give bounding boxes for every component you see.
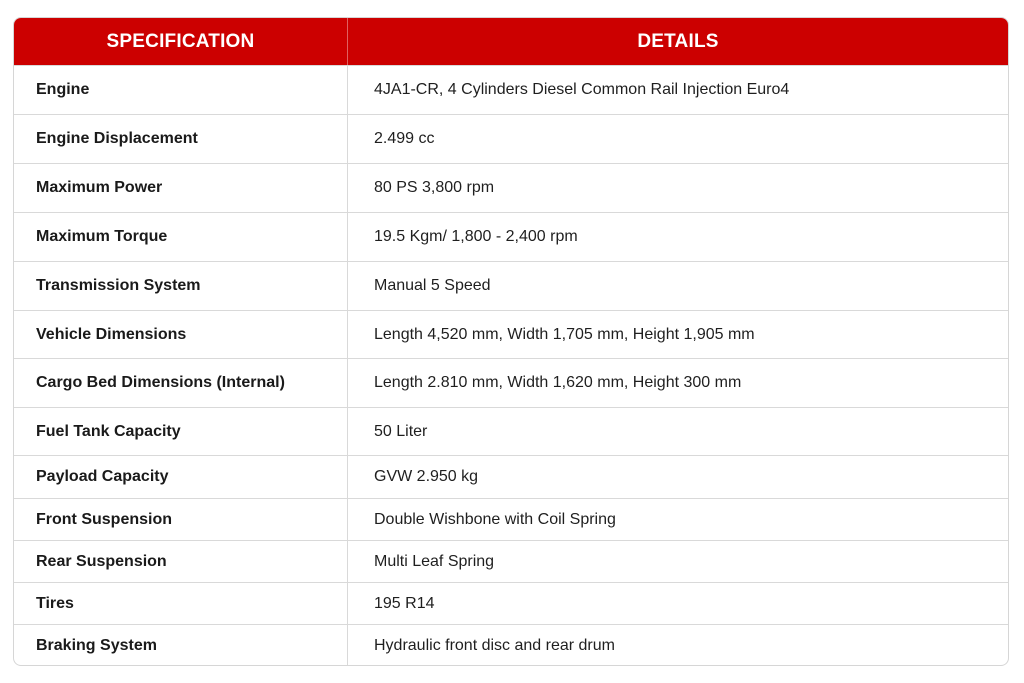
row-label: Cargo Bed Dimensions (Internal) <box>14 359 348 407</box>
header-details: DETAILS <box>637 30 719 52</box>
table-row <box>14 498 1008 540</box>
row-value: Double Wishbone with Coil Spring <box>374 510 616 528</box>
header-specification: SPECIFICATION <box>14 18 348 65</box>
row-label: Rear Suspension <box>14 541 348 582</box>
row-value: Length 2.810 mm, Width 1,620 mm, Height 300 mm <box>374 374 742 391</box>
table-row <box>14 407 1008 455</box>
table-row <box>14 310 1008 358</box>
table-row <box>14 114 1008 163</box>
row-label: Payload Capacity <box>14 456 348 498</box>
table-row <box>14 624 1008 666</box>
table-header <box>14 18 1008 65</box>
spec-table <box>13 17 1009 666</box>
row-label: Vehicle Dimensions <box>14 311 348 358</box>
table-row <box>14 540 1008 582</box>
row-value: 195 R14 <box>374 594 435 612</box>
row-value: GVW 2.950 kg <box>374 468 479 485</box>
row-value: 4JA1-CR, 4 Cylinders Diesel Common Rail Injection Euro4 <box>374 81 790 98</box>
row-value: 19.5 Kgm/ 1,800 - 2,400 rpm <box>374 228 578 245</box>
row-value: 80 PS 3,800 rpm <box>374 179 495 196</box>
table-row <box>14 358 1008 407</box>
table-row <box>14 163 1008 212</box>
row-label: Maximum Torque <box>14 213 348 261</box>
row-label: Front Suspension <box>14 499 348 540</box>
row-label: Fuel Tank Capacity <box>14 408 348 455</box>
row-value: Hydraulic front disc and rear drum <box>374 636 615 654</box>
row-label: Maximum Power <box>14 164 348 212</box>
row-label: Braking System <box>14 625 348 666</box>
table-row <box>14 65 1008 114</box>
row-value: Manual 5 Speed <box>374 277 491 294</box>
row-value: Multi Leaf Spring <box>374 552 495 570</box>
row-label: Engine Displacement <box>14 115 348 163</box>
row-value: 50 Liter <box>374 422 428 440</box>
row-label: Tires <box>14 583 348 624</box>
table-row <box>14 261 1008 310</box>
row-label: Engine <box>14 66 348 114</box>
row-value: Length 4,520 mm, Width 1,705 mm, Height 1,905 mm <box>374 325 755 343</box>
row-value: 2.499 cc <box>374 130 435 147</box>
table-row <box>14 212 1008 261</box>
row-label: Transmission System <box>14 262 348 310</box>
table-row <box>14 582 1008 624</box>
table-row <box>14 455 1008 498</box>
